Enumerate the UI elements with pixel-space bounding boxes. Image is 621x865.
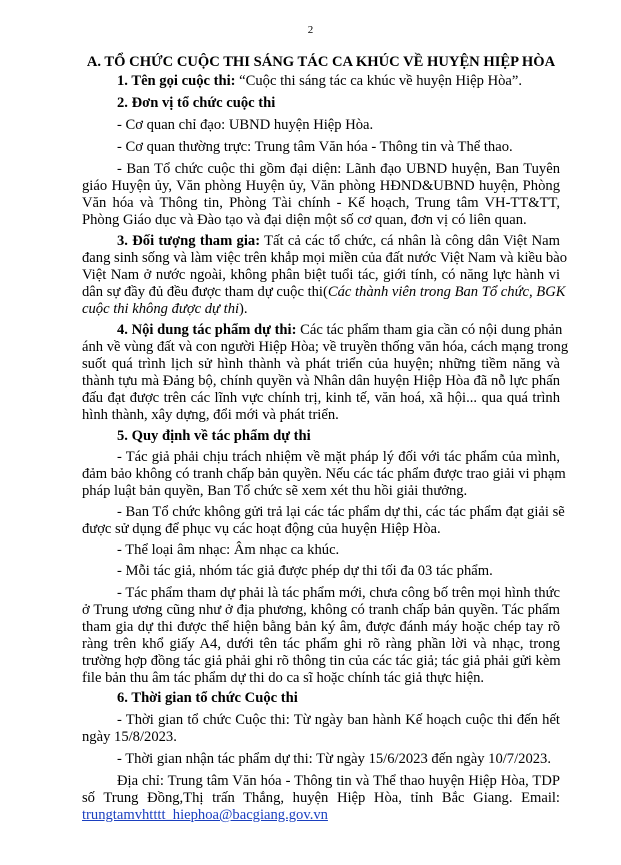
organizer-heading: 2. Đơn vị tổ chức cuộc thi <box>117 95 276 111</box>
time-line: - Thời gian nhận tác phẩm dự thi: Từ ngày 15/6/2023 đến ngày 10/7/2023. <box>117 751 551 767</box>
rules-line: - Tác giả phải chịu trách nhiệm về mặt pháp lý đối với tác phẩm của mình, <box>117 449 560 465</box>
participants-exclusion: Các thành viên trong Ban Tổ chức, BGK <box>327 284 566 300</box>
participants-line: dân sự đầy đủ đều được tham dự cuộc thi(Các thành viên trong Ban Tổ chức, BGK <box>82 284 566 300</box>
rules-line: - Mỗi tác giả, nhóm tác giả được phép dự thi tối đa 03 tác phẩm. <box>117 563 493 579</box>
email-line <box>82 807 560 824</box>
content-line: ánh về vùng đất và con người Hiệp Hòa; về truyền thống văn hóa, cách mạng trong <box>82 339 569 355</box>
contest-name-line <box>117 73 560 90</box>
content-line: hình thành, xây dựng, đổi mới và phát triển. <box>82 407 339 423</box>
rules-line: trường hợp đồng tác giả phải ghi rõ thông tin của các tác giả; tác giả phải gửi kèm <box>82 653 561 669</box>
rules-line: - Tác phẩm tham dự phải là tác phẩm mới, chưa công bố trên mọi hình thức <box>117 585 560 601</box>
contest-name-label: 1. Tên gọi cuộc thi: <box>117 73 236 89</box>
rules-line: ràng trên khổ giấy A4, dưới tên tác phẩm ghi rõ ràng phần lời và nhạc, trong <box>82 636 560 652</box>
participants-exclusion: cuộc thi không được dự thi <box>82 301 240 317</box>
rules-heading: 5. Quy định về tác phẩm dự thi <box>117 428 311 444</box>
organizer-line: - Cơ quan thường trực: Trung tâm Văn hóa - Thông tin và Thể thao. <box>117 139 513 155</box>
organizer-line: - Ban Tổ chức cuộc thi gồm đại diện: Lãnh đạo UBND huyện, Ban Tuyên <box>117 161 560 177</box>
rules-line: tham gia dự thi được thể hiện bằng bản ký âm, được đánh máy hoặc chép tay rõ <box>82 619 560 635</box>
rules-line: đảm bảo không có tranh chấp bản quyền. Nếu các tác phẩm được trao giải vi phạm <box>82 466 566 482</box>
contest-name-text: “Cuộc thi sáng tác ca khúc về huyện Hiệp Hòa”. <box>235 73 523 89</box>
rules-line: - Ban Tổ chức không gửi trả lại các tác phẩm dự thi, các tác phẩm đạt giải sẽ <box>117 504 565 520</box>
time-heading: 6. Thời gian tổ chức Cuộc thi <box>117 690 298 706</box>
rules-line: pháp luật bản quyền, Ban Tổ chức sẽ xem xét thu hồi giải thưởng. <box>82 483 468 499</box>
organizer-line: giáo Huyện ủy, Văn phòng Huyện ủy, Văn phòng HĐND&UBND huyện, Phòng <box>82 178 560 194</box>
participants-line <box>117 233 560 250</box>
participants-line: cuộc thi không được dự thi). <box>82 301 248 317</box>
address-line: Địa chỉ: Trung tâm Văn hóa - Thông tin và Thể thao huyện Hiệp Hòa, TDP <box>117 773 560 789</box>
rules-line: file bản thu âm tác phẩm dự thi do ca sĩ hoặc chính tác giả thực hiện. <box>82 670 485 686</box>
participants-label: 3. Đối tượng tham gia: <box>117 233 261 249</box>
content-line <box>117 322 563 339</box>
organizer-line: Phòng Giáo dục và Đào tạo và đại diện một số cơ quan, đơn vị có liên quan. <box>82 212 527 228</box>
email-link[interactable]: trungtamvhtttt_hiephoa@bacgiang.gov.vn <box>82 807 328 823</box>
rules-line: được sử dụng để phục vụ các hoạt động của huyện Hiệp Hòa. <box>82 521 441 537</box>
participants-line: Việt Nam ở nước ngoài, không phân biệt tuổi tác, giới tính, có năng lực hành vi <box>82 267 560 283</box>
time-line: ngày 15/8/2023. <box>82 729 177 745</box>
organizer-line: - Cơ quan chỉ đạo: UBND huyện Hiệp Hòa. <box>117 117 374 133</box>
content-line: thành tựu mà Đảng bộ, chính quyền và Nhân dân huyện Hiệp Hòa đã nỗ lực phấn <box>82 373 560 389</box>
content-text: Các tác phẩm tham gia cần có nội dung phản <box>296 322 563 338</box>
organizer-line: Văn hóa và Thông tin, Phòng Tài chính - Kế hoạch, Trung tâm VH-TT&TT, <box>82 195 560 211</box>
content-line: đấu đạt được trên các lĩnh vực chính trị, kinh tế, văn hoá, xã hội... qua quá trình <box>82 390 560 406</box>
participants-line: đang sinh sống và làm việc trên khắp mọi miền của đất nước Việt Nam và kiều bào <box>82 250 567 266</box>
time-line: - Thời gian tổ chức Cuộc thi: Từ ngày ban hành Kế hoạch cuộc thi đến hết <box>117 712 560 728</box>
page-number: 2 <box>307 24 314 36</box>
address-line: số Trung Đồng,Thị trấn Thắng, huyện Hiệp Hòa, tỉnh Bắc Giang. Email: <box>82 790 560 806</box>
section-heading: A. TỔ CHỨC CUỘC THI SÁNG TÁC CA KHÚC VỀ HUYỆN HIỆP HÒA <box>86 54 556 70</box>
participants-text: Tất cả các tổ chức, cá nhân là công dân Việt Nam <box>260 233 560 249</box>
rules-line: ở Trung ương cũng như ở địa phương, không có tranh chấp bản quyền. Tác phẩm <box>82 602 560 618</box>
content-line: suốt quá trình lịch sử hình thành và phát triển của huyện; những tiềm năng và <box>82 356 560 372</box>
content-label: 4. Nội dung tác phẩm dự thi: <box>117 322 297 338</box>
rules-line: - Thể loại âm nhạc: Âm nhạc ca khúc. <box>117 542 340 558</box>
